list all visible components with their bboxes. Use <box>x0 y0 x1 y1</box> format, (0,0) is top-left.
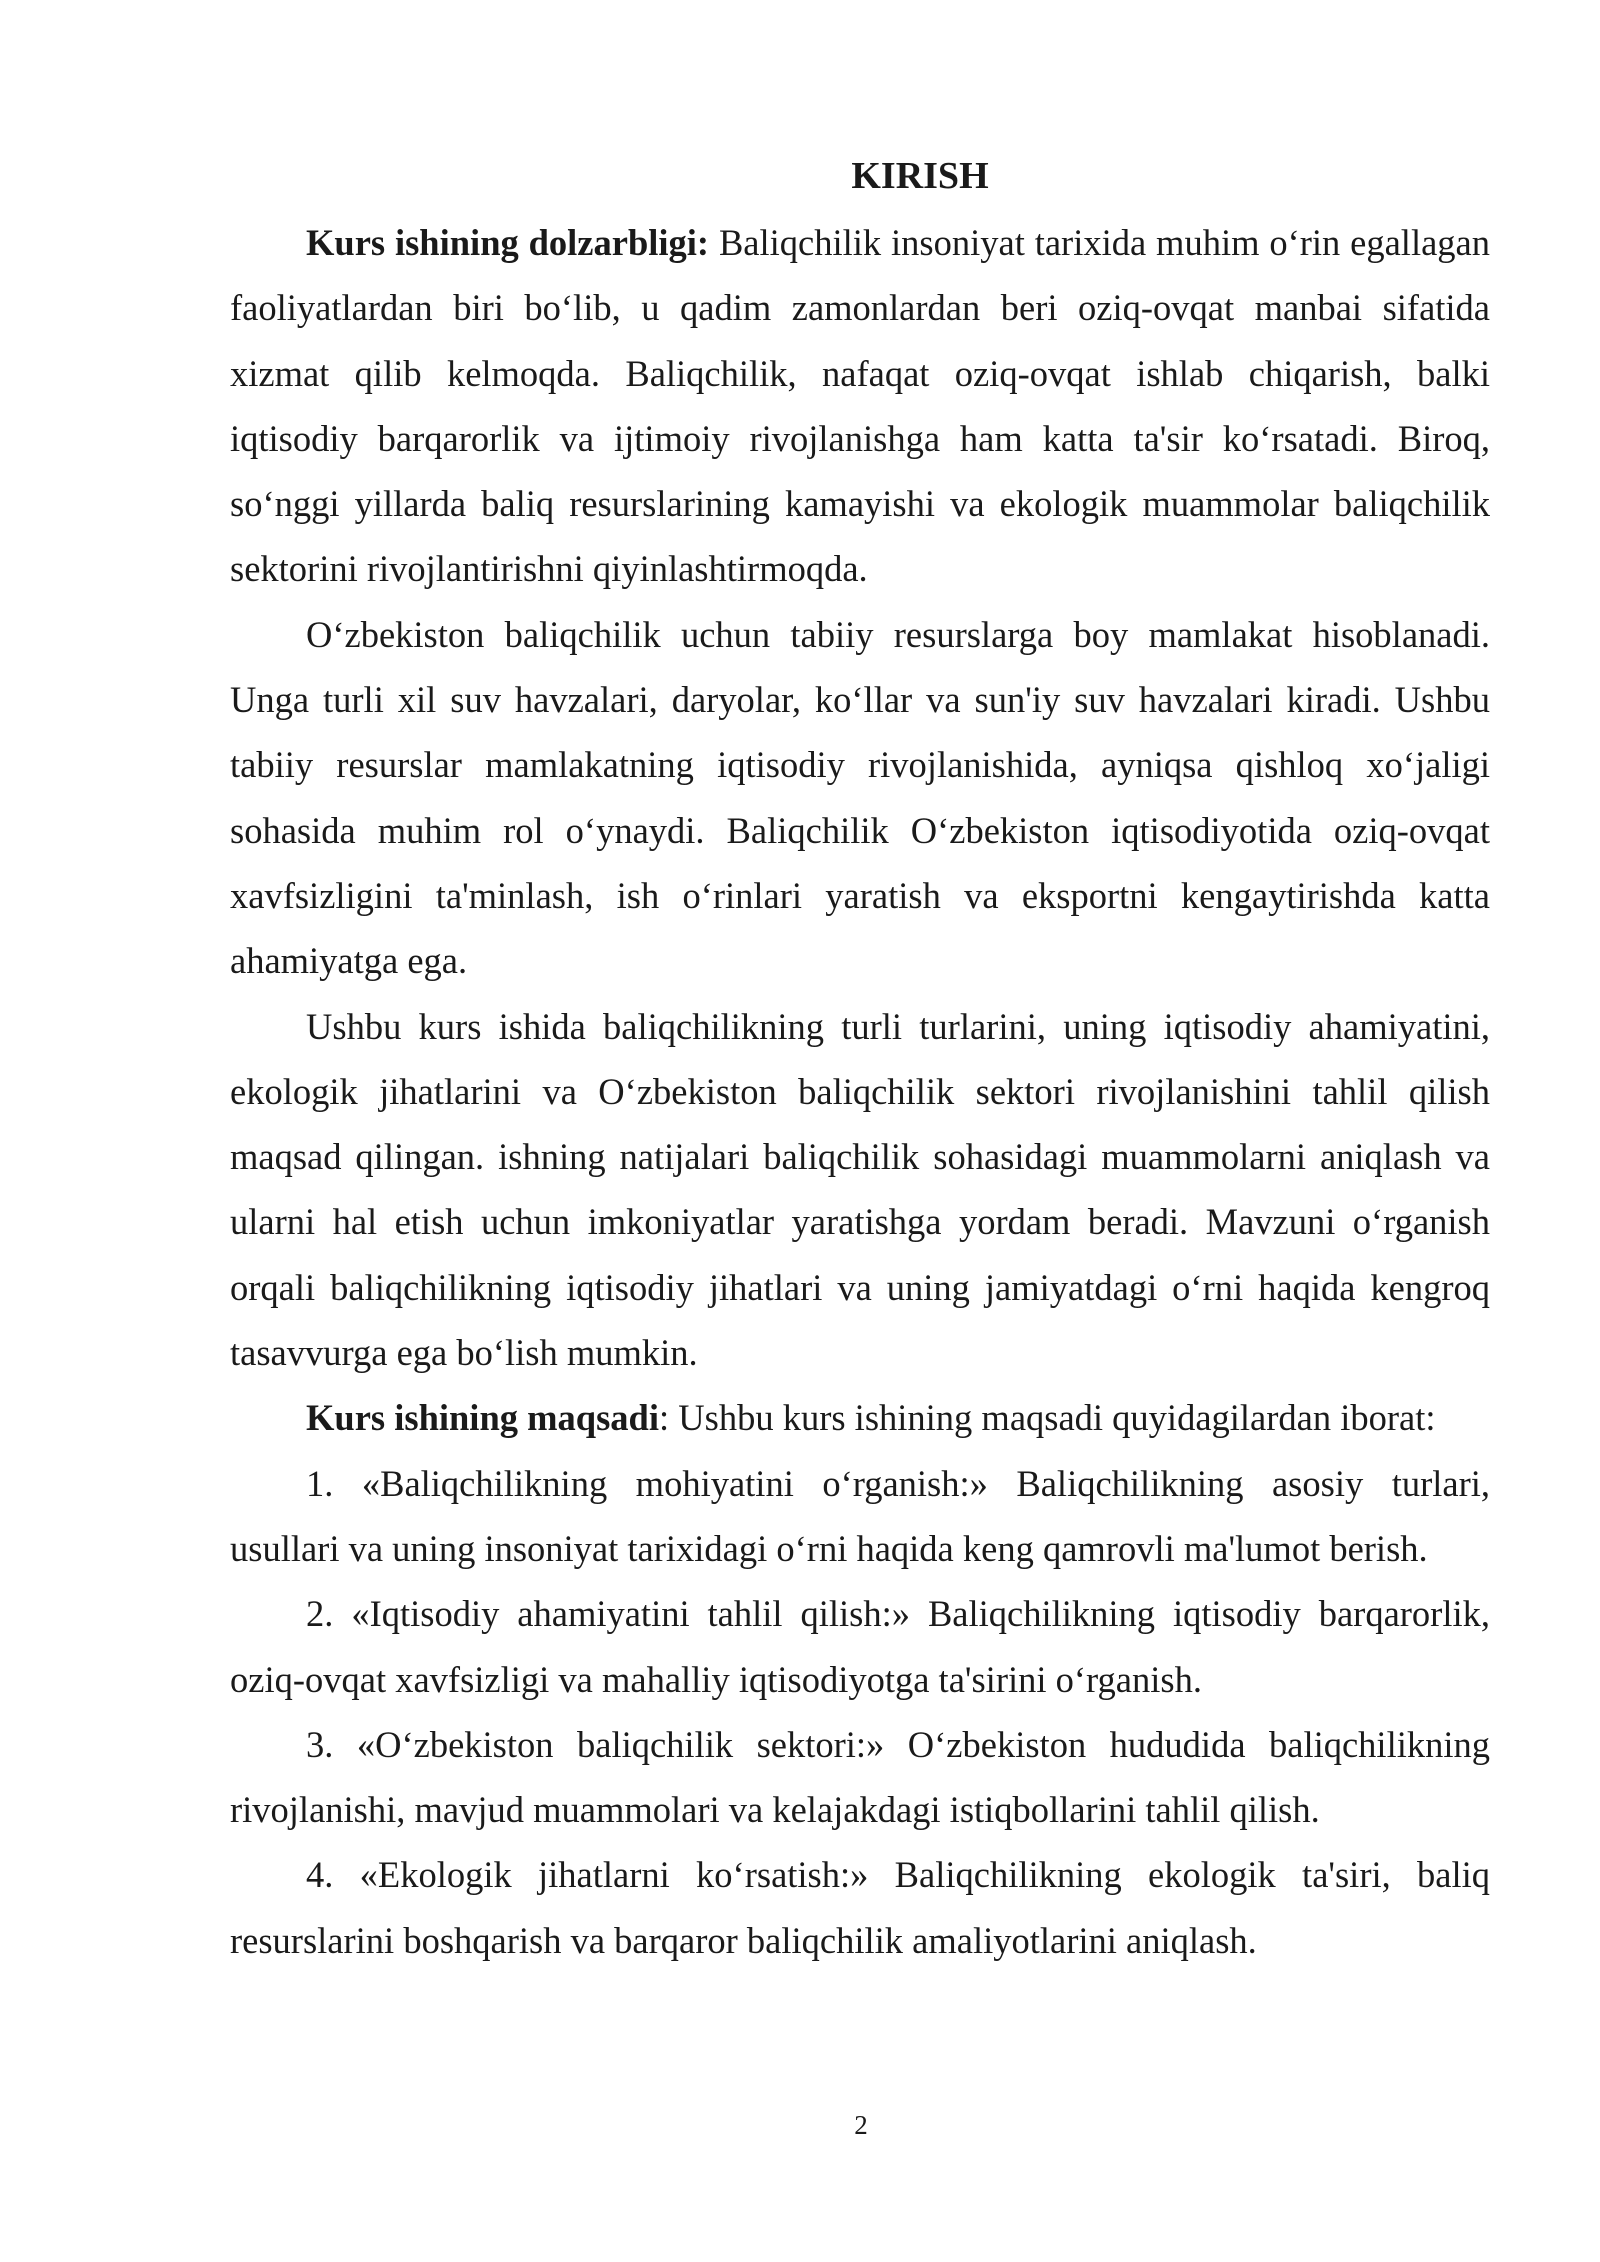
paragraph-text: Baliqchilik insoniyat tarixida muhim o‘rin egallagan faoliyatlardan biri bo‘lib, u qadim zamonlardan beri oziq-ovqat manbai sifatida xizmat qilib kelmoqda. Baliqchilik, nafaqat oziq-ovqat ishlab chiqarish, balki iqtisodiy barqarorlik va ijtimoiy rivojlanishga ham katta ta'sir ko‘rsatadi. Biroq, so‘nggi yillarda baliq resurslarining kamayishi va ekologik muammolar baliqchilik sektorini rivojlantirishni qiyinlashtirmoqda. <box>230 222 1490 590</box>
list-item-4: 4. «Ekologik jihatlarni ko‘rsatish:» Baliqchilikning ekologik ta'siri, baliq resurslarini boshqarish va barqaror baliqchilik amaliyotlarini aniqlash. <box>230 1854 1490 1961</box>
paragraph-uzbekistan: O‘zbekiston baliqchilik uchun tabiiy resurslarga boy mamlakat hisoblanadi. Unga turli xil suv havzalari, daryolar, ko‘llar va sun'iy suv havzalari kiradi. Ushbu tabiiy resurslar mamlakatning iqtisodiy rivojlanishida, ayniqsa qishloq xo‘jaligi sohasida muhim rol o‘ynaydi. Baliqchilik O‘zbekiston iqtisodiyotida oziq-ovqat xavfsizligini ta'minlash, ish o‘rinlari yaratish va eksportni kengaytirishda katta ahamiyatga ega. <box>230 613 1490 982</box>
paragraph-text: : Ushbu kurs ishining maqsadi quyidagilardan iborat: <box>658 1397 1436 1439</box>
paragraph-lead: Kurs ishining dolzarbligi: <box>306 222 710 263</box>
paragraph-relevance <box>230 210 1490 602</box>
document-page <box>230 148 1490 1973</box>
paragraph-course-scope: Ushbu kurs ishida baliqchilikning turli turlarini, uning iqtisodiy ahamiyatini, ekologik jihatlarini va O‘zbekiston baliqchilik sektori rivojlanishini tahlil qilish maqsad qilingan. ishning natijalari baliqchilik sohasidagi muammolarni aniqlash va ularni hal etish uchun imkoniyatlar yaratishga yordam beradi. Mavzuni o‘rganish orqali baliqchilikning iqtisodiy jihatlari va uning jamiyatdagi o‘rni haqida kengroq tasavvurga ega bo‘lish mumkin. <box>230 1005 1490 1374</box>
list-item-3: 3. «O‘zbekiston baliqchilik sektori:» O‘zbekiston hududida baliqchilikning rivojlanishi, mavjud muammolari va kelajakdagi istiqbollarini tahlil qilish. <box>230 1723 1490 1831</box>
section-title: KIRISH <box>851 155 989 197</box>
paragraph-lead: Kurs ishining maqsadi <box>306 1397 659 1439</box>
list-item-1: 1. «Baliqchilikning mohiyatini o‘rganish:» Baliqchilikning asosiy turlari, usullari va uning insoniyat tarixidagi o‘rni haqida keng qamrovli ma'lumot berish. <box>230 1462 1490 1569</box>
paragraph-purpose <box>230 1385 1490 1450</box>
page-number: 2 <box>854 2110 868 2140</box>
list-item-2: 2. «Iqtisodiy ahamiyatini tahlil qilish:» Baliqchilikning iqtisodiy barqarorlik, oziq-ovqat xavfsizligi va mahalliy iqtisodiyotga ta'sirini o‘rganish. <box>230 1593 1490 1700</box>
